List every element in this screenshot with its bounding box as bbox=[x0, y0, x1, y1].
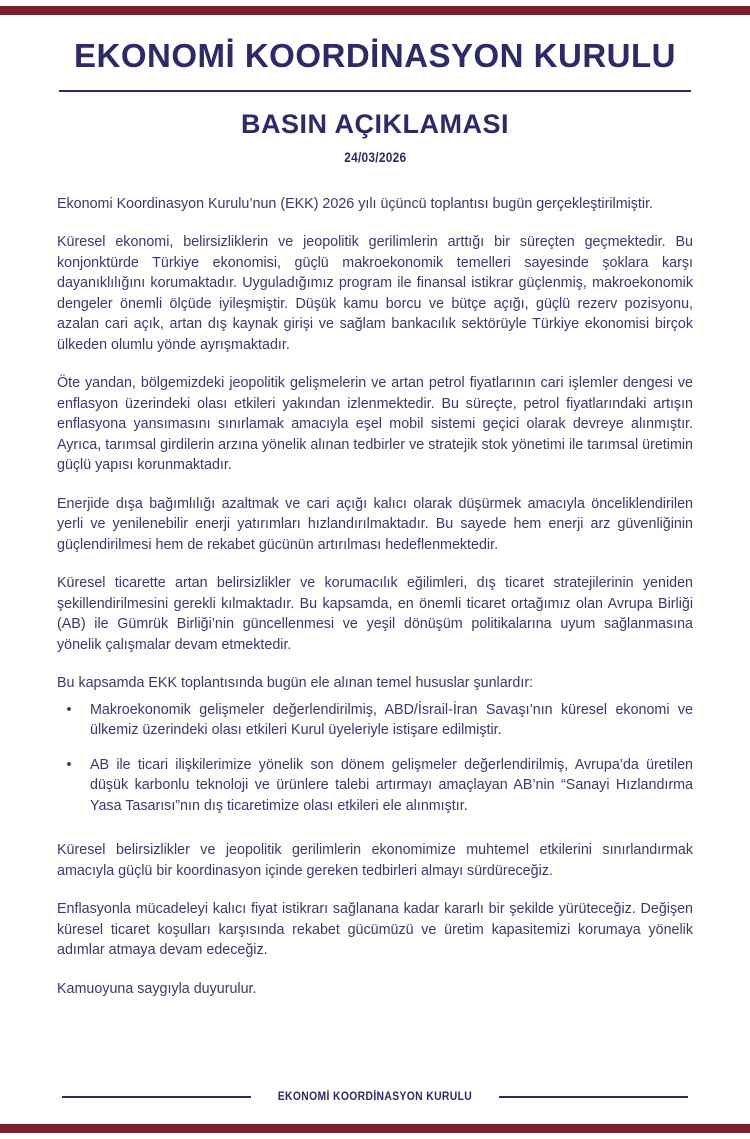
footer-organization-label: EKONOMİ KOORDİNASYON KURULU bbox=[277, 1091, 473, 1103]
document-date: 24/03/2026 bbox=[343, 149, 407, 165]
paragraph-inflation: Enflasyonla mücadeleyi kalıcı fiyat istikrarı sağlanana kadar kararlı bir şekilde yürüteceğiz. Değişen küresel ticaret koşulları karşısında rekabet gücümüzü ve üretim kapasitemizi korumaya yönelik adımlar atmaya devam edeceğiz. bbox=[57, 901, 693, 959]
paragraph-opening: Ekonomi Koordinasyon Kurulu’nun (EKK) 2026 yılı üçüncü toplantısı bugün gerçekleştirilmiştir. bbox=[57, 195, 654, 212]
paragraph-geopolitics-oil: Öte yandan, bölgemizdeki jeopolitik gelişmelerin ve artan petrol fiyatlarının cari işlemler dengesi ve enflasyon üzerindeki olası etkileri yakından izlenmektedir. Bu süreçte, petrol fiyatlarındaki artışın enflasyona yansımasını sınırlamak amacıyla eşel mobil sistemi geçici olarak devreye alınmıştır. Ayrıca, tarımsal girdilerin arzına yönelik alınan tedbirler ve stratejik stok yönetimi ile tarımsal üretimin güçlü yapısı korunmaktadır. bbox=[57, 375, 693, 474]
bullet-icon: • bbox=[66, 756, 72, 773]
paragraph-global-economy: Küresel ekonomi, belirsizliklerin ve jeopolitik gerilimlerin arttığı bir süreçten geçmektedir. Bu konjonktürde Türkiye ekonomisi, güçlü makroekonomik temelleri sayesinde şoklara karşı dayanıklılığını korumaktadır. Uyguladığımız program ile finansal istikrar güçlenmiş, makroekonomik dengeler önemli ölçüde iyileşmiştir. Düşük kamu borcu ve bütçe açığı, güçlü rezerv pozisyonu, azalan cari açık, artan dış kaynak girişi ve sağlam bankacılık sektörüyle Türkiye ekonomisi birçok ülkeden olumlu yönde ayrışmaktadır. bbox=[57, 234, 693, 353]
document-title: BASIN AÇIKLAMASI bbox=[241, 109, 509, 140]
top-accent-bar bbox=[0, 6, 750, 15]
bottom-accent-bar bbox=[0, 1124, 750, 1133]
document-footer bbox=[0, 1091, 750, 1103]
paragraph-global-trade: Küresel ticarette artan belirsizlikler ve korumacılık eğilimleri, dış ticaret stratejilerinin yeniden şekillendirilmesini gerekli kılmaktadır. Bu kapsamda, en önemli ticaret ortağımız olan Avrupa Birliği (AB) ile Gümrük Birliği’nin güncellenmesi ve yeşil dönüşüm politikalarına uyum sağlanmasına yönelik çalışmalar devam etmektedir. bbox=[57, 575, 693, 653]
footer-divider-right bbox=[499, 1096, 688, 1098]
organization-title: EKONOMİ KOORDİNASYON KURULU bbox=[73, 37, 676, 74]
agenda-item-text: AB ile ticari ilişkilerimize yönelik son dönem gelişmeler değerlendirilmiş, Avrupa’da üretilen düşük karbonlu teknoloji ve ürünlere talebi artırmayı amaçlayan AB’nin “Sanayi Hızlandırma Yasa Tasarısı”nın dış ticaretimize olası etkileri ele alınmıştır. bbox=[90, 756, 693, 814]
agenda-item bbox=[57, 700, 693, 741]
header-divider bbox=[59, 90, 691, 92]
bullet-icon: • bbox=[66, 701, 72, 718]
document-body bbox=[0, 194, 750, 1000]
paragraph-signoff: Kamuoyuna saygıyla duyurulur. bbox=[57, 980, 257, 997]
agenda-item-text: Makroekonomik gelişmeler değerlendirilmiş, ABD/İsrail-İran Savaşı’nın küresel ekonomi ve ülkemiz üzerindeki olası etkileri Kurul üyeleriyle istişare edilmiştir. bbox=[90, 701, 693, 739]
paragraph-coordination: Küresel belirsizlikler ve jeopolitik gerilimlerin ekonomimize muhtemel etkilerini sınırlandırmak amacıyla güçlü bir koordinasyon içinde gereken tedbirleri almayı sürdüreceğiz. bbox=[57, 842, 693, 879]
agenda-item bbox=[57, 755, 693, 817]
document-header bbox=[0, 0, 750, 167]
footer-divider-left bbox=[62, 1096, 251, 1098]
agenda-list-intro: Bu kapsamda EKK toplantısında bugün ele alınan temel hususlar şunlardır: bbox=[57, 675, 534, 692]
paragraph-energy: Enerjide dışa bağımlılığı azaltmak ve cari açığı kalıcı olarak düşürmek amacıyla önceliklendirilen yerli ve yenilenebilir enerji yatırımları hızlandırılmaktadır. Bu sayede hem enerji arz güvenliğinin güçlendirilmesi hem de rekabet gücünün artırılması hedeflenmektedir. bbox=[57, 495, 693, 553]
